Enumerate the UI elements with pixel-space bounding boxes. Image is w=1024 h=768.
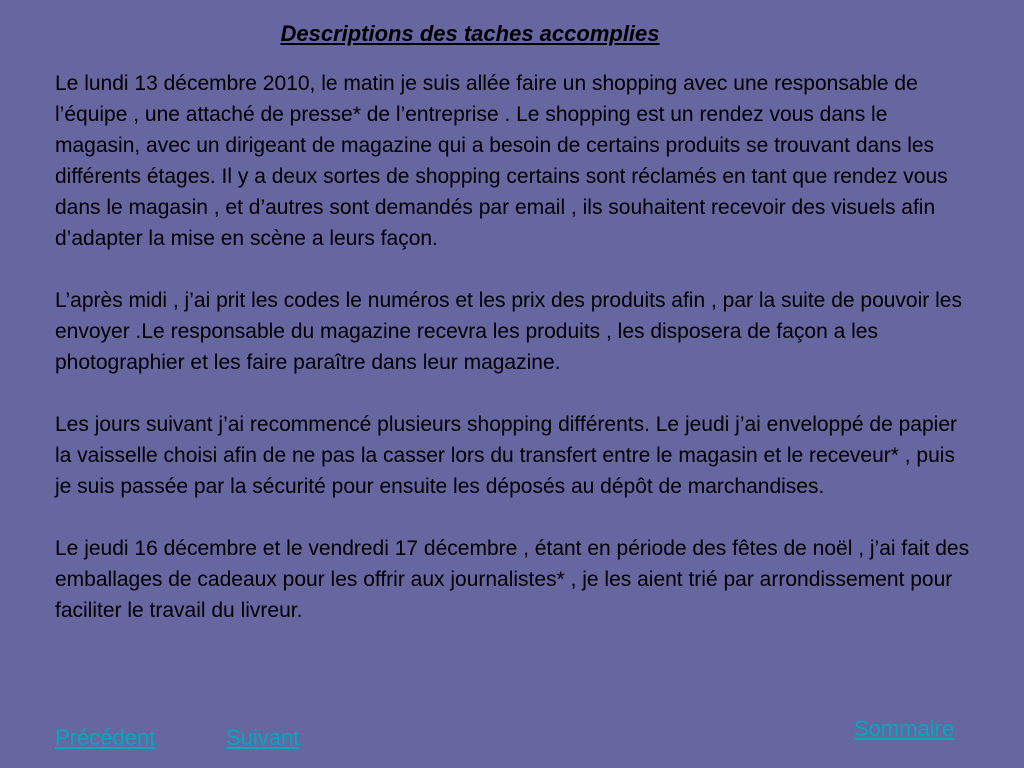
paragraph-monday: Le lundi 13 décembre 2010, le matin je suis allée faire un shopping avec une responsable de l’équipe , une attaché de presse* de l’entreprise . Le shopping est un rendez vous dans le magasin, avec un dirigeant de magazine qui a besoin de certains produits se trouvant dans les différents étages. Il y a deux sortes de shopping certains sont réclamés en tant que rendez vous dans le magasin , et d’autres sont demandés par email , ils souhaitent recevoir des visuels afin d’adapter la mise en scène a leurs façon. xyxy=(55,72,948,250)
paragraph-following-days: Les jours suivant j’ai recommencé plusieurs shopping différents. Le jeudi j’ai enveloppé de papier la vaisselle choisi afin de ne pas la casser lors du transfert entre le magasin et le receveur* , puis je suis passée par la sécurité pour ensuite les déposés au dépôt de marchandises. xyxy=(55,413,957,498)
previous-link[interactable]: Précédent xyxy=(55,725,156,750)
page-title: Descriptions des taches accomplies xyxy=(280,21,660,46)
slide-body xyxy=(55,68,970,626)
next-link[interactable]: Suivant xyxy=(226,725,300,750)
paragraph-afternoon: L’après midi , j’ai prit les codes le numéros et les prix des produits afin , par la suite de pouvoir les envoyer .Le responsable du magazine recevra les produits , les disposera de façon a les photographier et les faire paraître dans leur magazine. xyxy=(55,289,962,374)
paragraph-holidays: Le jeudi 16 décembre et le vendredi 17 décembre , étant en période des fêtes de noël , j’ai fait des emballages de cadeaux pour les offrir aux journalistes* , je les aient trié par arrondissement pour faciliter le travail du livreur. xyxy=(55,537,970,622)
summary-link[interactable]: Sommaire xyxy=(854,716,955,741)
